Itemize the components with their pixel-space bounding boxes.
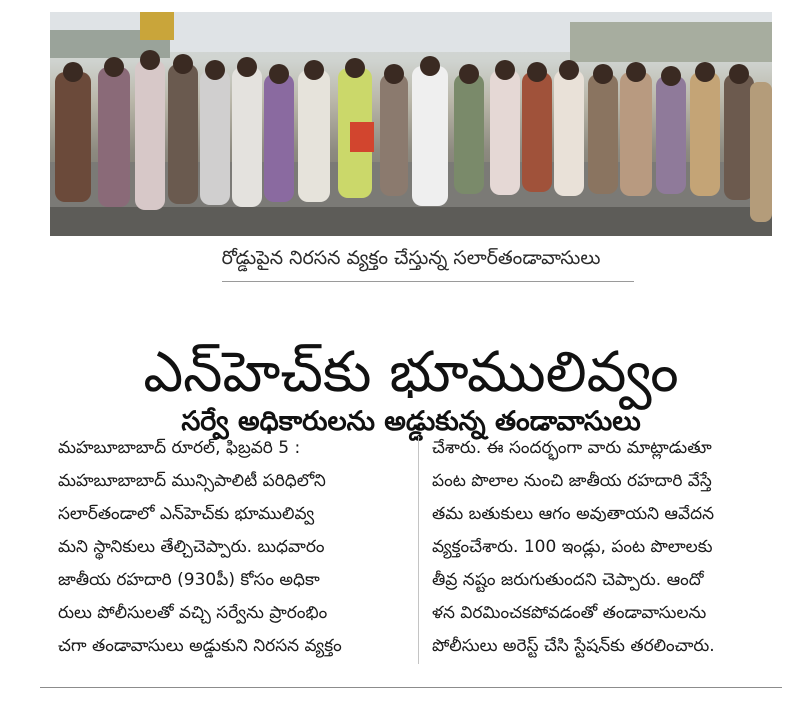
- body-line: వ్యక్తంచేశారు. 100 ఇండ్లు, పంట పొలాలకు: [432, 537, 713, 557]
- article-column-right: [432, 432, 772, 664]
- column-divider: [418, 436, 419, 664]
- body-line: పంట పొలాల నుంచి జాతీయ రహదారి వేస్తే: [432, 471, 712, 491]
- body-line: మహబూబాబాద్ మున్సిపాలిటీ పరిధిలోని: [58, 471, 326, 491]
- body-line: సలార్‌తండాలో ఎన్‌హెచ్‌కు భూములివ్వ: [58, 504, 315, 524]
- protest-photo: [50, 12, 772, 236]
- body-line: రులు పోలీసులతో వచ్చి సర్వేను ప్రారంభిం: [58, 603, 328, 623]
- body-line: మహబూబాబాద్ రూరల్, ఫిబ్రవరి 5 :: [58, 438, 301, 458]
- body-line: మని స్థానికులు తేల్చిచెప్పారు. బుధవారం: [58, 537, 325, 557]
- body-line: పోలీసులు అరెస్ట్ చేసి స్టేషన్‌కు తరలించారు.: [432, 636, 715, 656]
- article-column-left: [58, 432, 404, 664]
- body-line: ళన విరమించకపోవడంతో తండావాసులను: [432, 603, 707, 623]
- body-line: చగా తండావాసులు అడ్డుకుని నిరసన వ్యక్తం: [58, 636, 342, 656]
- bottom-divider: [40, 687, 782, 688]
- body-line: తమ బతుకులు ఆగం అవుతాయని ఆవేదన: [432, 504, 715, 524]
- caption-divider: [222, 281, 634, 282]
- protest-crowd-on-road-photo: [50, 12, 772, 236]
- body-line: తీవ్ర నష్టం జరుగుతుందని చెప్పారు. ఆందో: [432, 570, 704, 590]
- body-line: జాతీయ రహదారి (930పీ) కోసం అధికా: [58, 570, 320, 590]
- subheadline: సర్వే అధికారులను అడ్డుకున్న తండావాసులు: [181, 406, 641, 438]
- body-line: చేశారు. ఈ సందర్భంగా వారు మాట్లాడుతూ: [432, 438, 712, 458]
- photo-caption: రోడ్డుపైన నిరసన వ్యక్తం చేస్తున్న సలార్‌తండావాసులు: [221, 247, 601, 269]
- headline: ఎన్‌హెచ్‌కు భూములివ్వం: [143, 339, 679, 405]
